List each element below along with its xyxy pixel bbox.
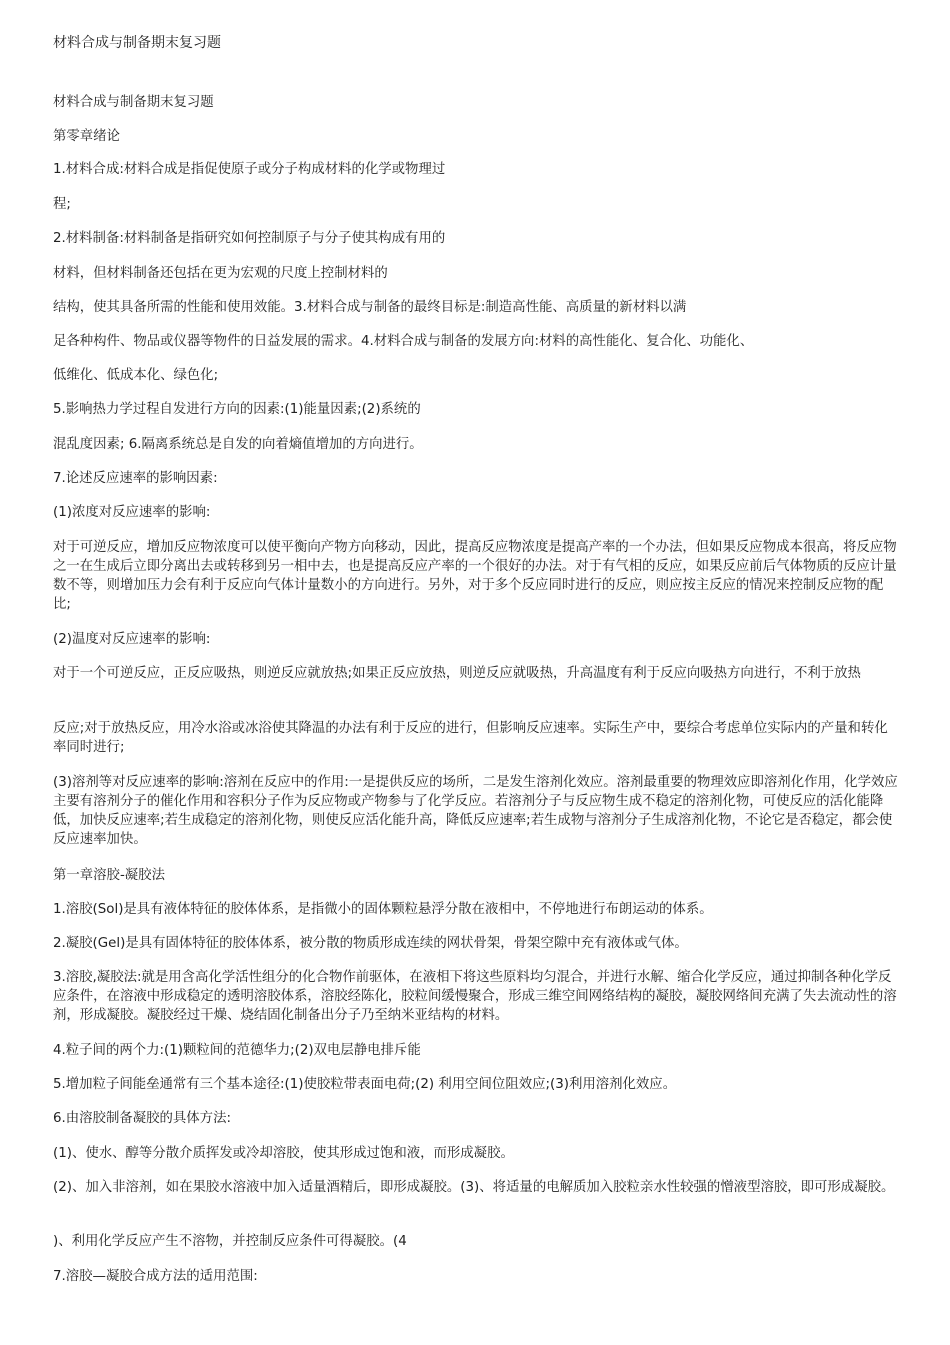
paragraph: 第一章溶胶-凝胶法: [53, 868, 165, 883]
paragraph: 6.由溶胶制备凝胶的具体方法:: [53, 1111, 231, 1126]
paragraph: 3.溶胶,凝胶法:就是用含高化学活性组分的化合物作前驱体，在液相下将这些原料均匀混合，并进行水解、缩合化学反应，通过抑制各种化学反应条件，在溶液中形成稳定的透明溶胶体系，溶胶经陈化，胶粒间缓慢聚合，形成三维空间网络结构的凝胶，凝胶网络间充满了失去流动性的溶剂，形成凝胶。凝胶经过干燥、烧结固化制备出分子乃至纳米亚结构的材料。: [53, 970, 897, 1023]
paragraph: 1.材料合成:材料合成是指促使原子或分子构成材料的化学或物理过: [53, 162, 446, 177]
paragraph: 2.凝胶(Gel)是具有固体特征的胶体体系，被分散的物质形成连续的网状骨架，骨架空隙中充有液体或气体。: [53, 936, 688, 951]
paragraph: 混乱度因素; 6.隔离系统总是自发的向着熵值增加的方向进行。: [53, 437, 423, 452]
paragraph: )、利用化学反应产生不溶物，并控制反应条件可得凝胶。(4: [53, 1234, 407, 1249]
paragraph: 4.粒子间的两个力:(1)颗粒间的范德华力;(2)双电层静电排斥能: [53, 1043, 421, 1058]
paragraph: (3)溶剂等对反应速率的影响:溶剂在反应中的作用:一是提供反应的场所，二是发生溶剂化效应。溶剂最重要的物理效应即溶剂化作用，化学效应主要有溶剂分子的催化作用和容积分子作为反应物或产物参与了化学反应。若溶剂分子与反应物生成不稳定的溶剂化物，可使反应的活化能降低，加快反应速率;若生成稳定的溶剂化物，则使反应活化能升高，降低反应速率;若生成物与溶剂分子生成溶剂化物，不论它是否稳定，都会使反应速率加快。: [53, 775, 898, 847]
paragraph: (2)温度对反应速率的影响:: [53, 632, 211, 647]
paragraph: (1)浓度对反应速率的影响:: [53, 505, 211, 520]
paragraph: 对于一个可逆反应，正反应吸热，则逆反应就放热;如果正反应放热，则逆反应就吸热，升高温度有利于反应向吸热方向进行，不利于放热: [53, 666, 861, 681]
paragraph: 结构，使其具备所需的性能和使用效能。3.材料合成与制备的最终目标是:制造高性能、高质量的新材料以满: [53, 300, 687, 315]
document-header-title: 材料合成与制备期末复习题: [53, 35, 221, 51]
paragraph: 材料合成与制备期末复习题: [53, 95, 214, 110]
paragraph: 1.溶胶(Sol)是具有液体特征的胶体体系，是指微小的固体颗粒悬浮分散在液相中，不停地进行布朗运动的体系。: [53, 902, 713, 917]
paragraph: 5.增加粒子间能垒通常有三个基本途径:(1)使胶粒带表面电荷;(2) 利用空间位阻效应;(3)利用溶剂化效应。: [53, 1077, 677, 1092]
paragraph: 2.材料制备:材料制备是指研究如何控制原子与分子使其构成有用的: [53, 231, 446, 246]
paragraph: 对于可逆反应，增加反应物浓度可以使平衡向产物方向移动，因此，提高反应物浓度是提高产率的一个办法，但如果反应物成本很高，将反应物之一在生成后立即分离出去或转移到另一相中去，也是提高反应产率的一个很好的办法。对于有气相的反应，如果反应前后气体物质的反应计量数不等，则增加压力会有利于反应向气体计量数小的方向进行。另外，对于多个反应同时进行的反应，则应按主反应的情况来控制反应物的配比;: [53, 540, 897, 612]
paragraph: 足各种构件、物品或仪器等物件的日益发展的需求。4.材料合成与制备的发展方向:材料的高性能化、复合化、功能化、: [53, 334, 754, 349]
paragraph: 第零章绪论: [53, 129, 120, 144]
paragraph: 7.论述反应速率的影响因素:: [53, 471, 218, 486]
paragraph: 反应;对于放热反应，用冷水浴或冰浴使其降温的办法有利于反应的进行，但影响反应速率。实际生产中，要综合考虑单位实际内的产量和转化率同时进行;: [53, 721, 888, 755]
paragraph: 7.溶胶—凝胶合成方法的适用范围:: [53, 1269, 258, 1284]
paragraph: 材料，但材料制备还包括在更为宏观的尺度上控制材料的: [53, 266, 388, 281]
paragraph: 低维化、低成本化、绿色化;: [53, 368, 219, 383]
paragraph: 程;: [53, 197, 71, 212]
paragraph: (1)、使水、醇等分散介质挥发或冷却溶胶，使其形成过饱和液，而形成凝胶。: [53, 1146, 514, 1161]
paragraph: (2)、加入非溶剂，如在果胶水溶液中加入适量酒精后，即形成凝胶。(3)、将适量的电解质加入胶粒亲水性较强的憎液型溶胶，即可形成凝胶。: [53, 1180, 895, 1195]
paragraph: 5.影响热力学过程自发进行方向的因素:(1)能量因素;(2)系统的: [53, 402, 421, 417]
